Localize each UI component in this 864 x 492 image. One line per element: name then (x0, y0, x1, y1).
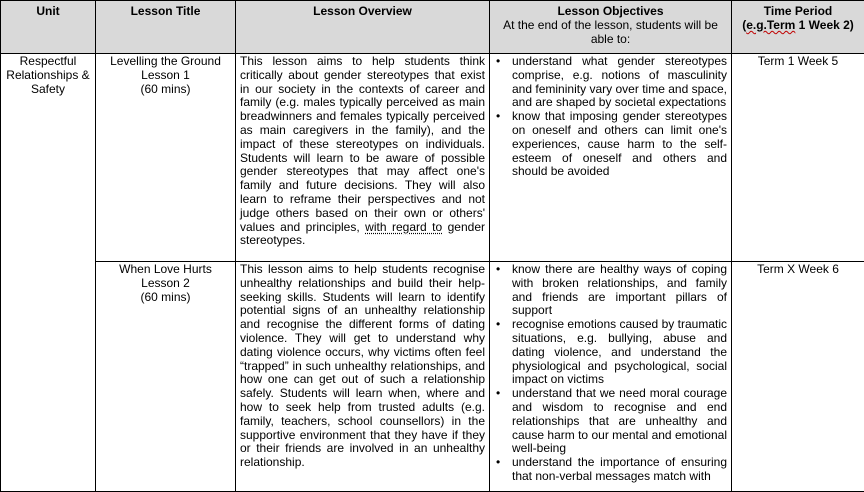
lesson-title-cell (96, 54, 236, 262)
objectives-list (494, 263, 727, 484)
list-item (512, 387, 727, 456)
objective-text: recognise emotions caused by traumatic situations, e.g. bullying, abuse and dating violence, and understand the physiological and psychological, social impact on victims (512, 317, 727, 386)
bullet-icon: • (496, 55, 500, 69)
objective-text: know there are healthy ways of coping with broken relationships, and family and friends are important pillars of support (512, 262, 727, 317)
header-unit: Unit (1, 1, 96, 54)
header-lesson-title: Lesson Title (96, 1, 236, 54)
bullet-icon: • (496, 263, 500, 277)
lesson-number: Lesson 2 (100, 277, 231, 291)
overview-text: This lesson aims to help students think critically about gender stereotypes that exist in our society in the contexts of career and family (e.g. males typically perceived as main breadwinners and females typically perceived as main caregivers in the family), and the impact of these stereotypes on individuals. Students will learn to be aware of possible gender stereotypes that may affect one's family and future decisions. They will also learn to reframe their perspectives and not judge others based on their own or others' values and principles, (240, 54, 485, 234)
lesson-title-cell (96, 262, 236, 492)
list-item (512, 456, 727, 484)
header-lesson-overview: Lesson Overview (236, 1, 490, 54)
objective-text: know that imposing gender stereotypes on oneself and others can limit one's experiences, cause harm to the self-esteem of oneself and others and should be avoided (512, 109, 727, 178)
objectives-list (494, 55, 727, 179)
header-lesson-objectives-subtitle: At the end of the lesson, students will be able to: (494, 19, 727, 47)
overview-text: This lesson aims to help students recognise unhealthy relationships and build their help-seeking skills. Students will learn to identify potential signs of an unhealthy relationship and recognise the different forms of dating violence. They will get to understand why dating violence occurs, why victims often feel “trapped” in such unhealthy relationships, and how one can get out of such a relationship safely. Students will learn when, where and how to seek help from trusted adults (e.g. family, teachers, school counsellors) in the supportive environment that they have if they or their friends are involved in an unhealthy relationship. (240, 262, 485, 469)
lesson-overview-cell (236, 54, 490, 262)
header-lesson-objectives-title: Lesson Objectives (557, 4, 663, 18)
header-time-period-title: Time Period (764, 4, 832, 18)
lesson-duration: (60 mins) (100, 291, 231, 305)
list-item (512, 318, 727, 387)
header-time-period (732, 1, 864, 54)
lesson-duration: (60 mins) (100, 83, 231, 97)
bullet-icon: • (496, 318, 500, 332)
time-period-cell: Term 1 Week 5 (732, 54, 864, 262)
header-lesson-objectives (490, 1, 732, 54)
bullet-icon: • (496, 456, 500, 470)
lesson-objectives-cell (490, 54, 732, 262)
lesson-overview-cell (236, 262, 490, 492)
unit-cell: Respectful Relationships & Safety (1, 54, 96, 492)
overview-text-tail: gender stereotypes. (240, 220, 485, 248)
lesson-objectives-cell (490, 262, 732, 492)
list-item (512, 55, 727, 110)
table-row (1, 54, 864, 262)
header-time-period-example (742, 18, 854, 32)
table-row (1, 262, 864, 492)
objective-text: understand the importance of ensuring that non-verbal messages match with (512, 455, 727, 483)
lesson-title: Levelling the Ground (100, 55, 231, 69)
time-period-cell: Term X Week 6 (732, 262, 864, 492)
bullet-icon: • (496, 110, 500, 124)
overview-flagged-phrase: with regard to (365, 220, 442, 234)
time-period-example-rest: 1 Week 2) (795, 18, 853, 32)
objective-text: understand what gender stereotypes comprise, e.g. notions of masculinity and femininity vary over time and space, and are shaped by societal expectations (512, 54, 727, 109)
time-period-example-open: ( (742, 18, 746, 32)
list-item (512, 263, 727, 318)
lesson-number: Lesson 1 (100, 69, 231, 83)
objective-text: understand that we need moral courage and wisdom to recognise and end relationships that are unhealthy and cause harm to our mental and emotional well-being (512, 386, 727, 455)
time-period-example-spellcheck: e.g.Term (746, 18, 795, 32)
bullet-icon: • (496, 387, 500, 401)
lesson-title: When Love Hurts (100, 263, 231, 277)
list-item (512, 110, 727, 179)
header-row (1, 1, 864, 54)
